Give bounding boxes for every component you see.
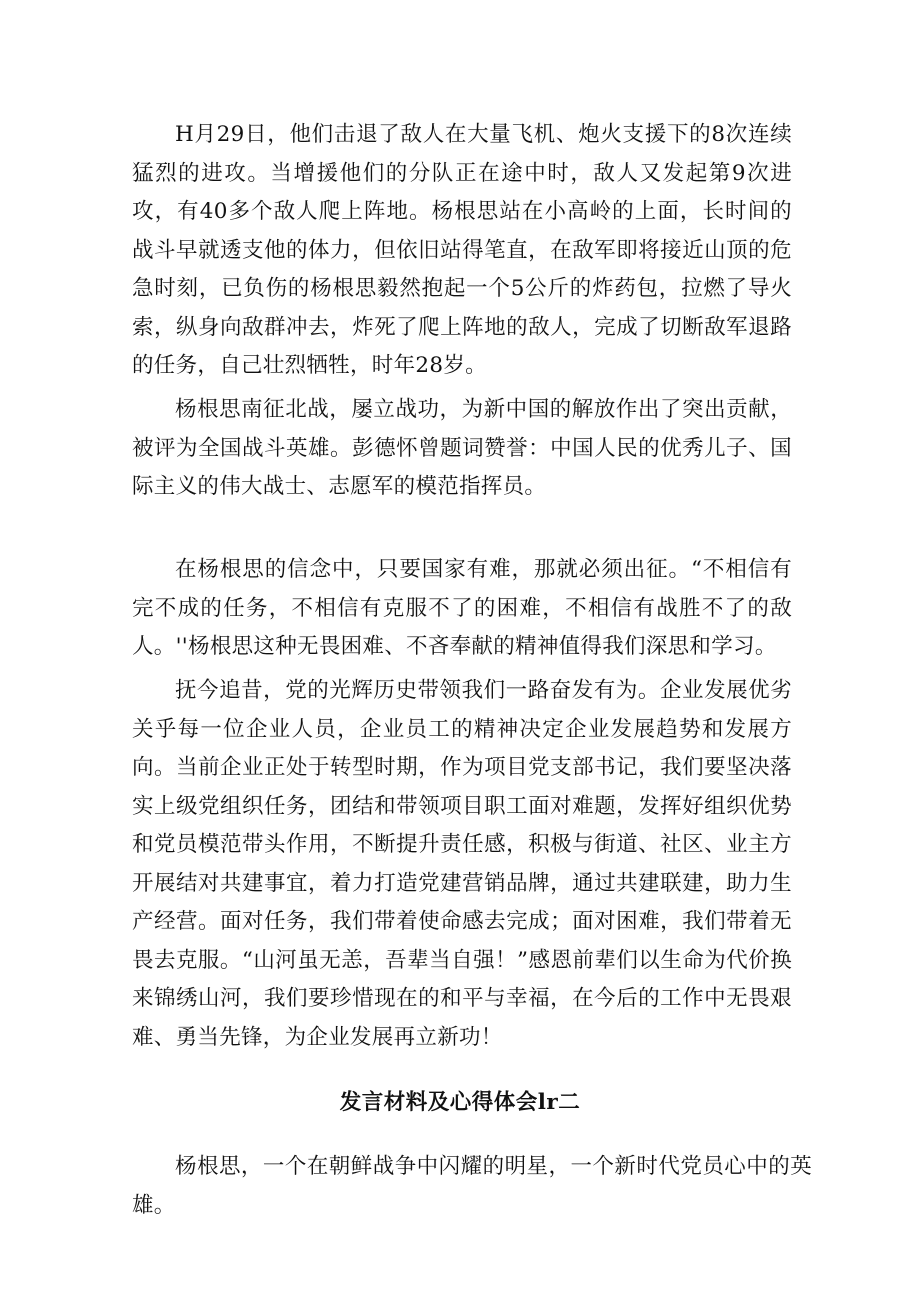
paragraph-reflection: 抚今追昔，党的光辉历史带领我们一路奋发有为。企业发展优劣关乎每一位企业人员，企业员工的精神决定企业发展趋势和发展方向。当前企业正处于转型时期，作为项目党支部书记，我们要坚决落实上级党组织任务，团结和带领项目职工面对难题，发挥好组织优势和党员模范带头作用，不断提升责任感，积极与街道、社区、业主方开展结对共建事宜，着力打造党建营销品牌，通过共建联建，助力生产经营。面对任务，我们带着使命感去完成；面对困难，我们带着无畏去克服。“山河虽无恙，吾辈当自强！”感恩前辈们以生命为代价换来锦绣山河，我们要珍惜现在的和平与幸福，在今后的工作中无畏艰难、勇当先锋，为企业发展再立新功！	[132, 678, 792, 1050]
paragraph-belief: 在杨根思的信念中，只要国家有难，那就必须出征。“不相信有完不成的任务，不相信有克服不了的困难，不相信有战胜不了的敌人。''杨根思这种无畏困难、不吝奉献的精神值得我们深思和学习。	[132, 557, 792, 659]
paragraph-closing: 杨根思，一个在朝鲜战争中闪耀的明星，一个新时代党员心中的英雄。	[132, 1154, 812, 1218]
paragraph-battle-account: H月29日，他们击退了敌人在大量飞机、炮火支援下的8次连续猛烈的进攻。当增援他们的分队正在途中时，敌人又发起第9次进攻，有40多个敌人爬上阵地。杨根思站在小高岭的上面，长时间的战斗早就透支他的体力，但依旧站得笔直，在敌军即将接近山顶的危急时刻，已负伤的杨根思毅然抱起一个5公斤的炸药包，拉燃了导火索，纵身向敌群冲去，炸死了爬上阵地的敌人，完成了切断敌军退路的任务，自己壮烈牺牲，时年28岁。	[132, 122, 792, 378]
paragraph-hero-honor: 杨根思南征北战，屡立战功，为新中国的解放作出了突出贡献，被评为全国战斗英雄。彭德怀曾题词赞誉：中国人民的优秀儿子、国际主义的伟大战士、志愿军的模范指挥员。	[132, 397, 792, 499]
section-heading: 发言材料及心得体会lr二	[339, 1090, 581, 1115]
